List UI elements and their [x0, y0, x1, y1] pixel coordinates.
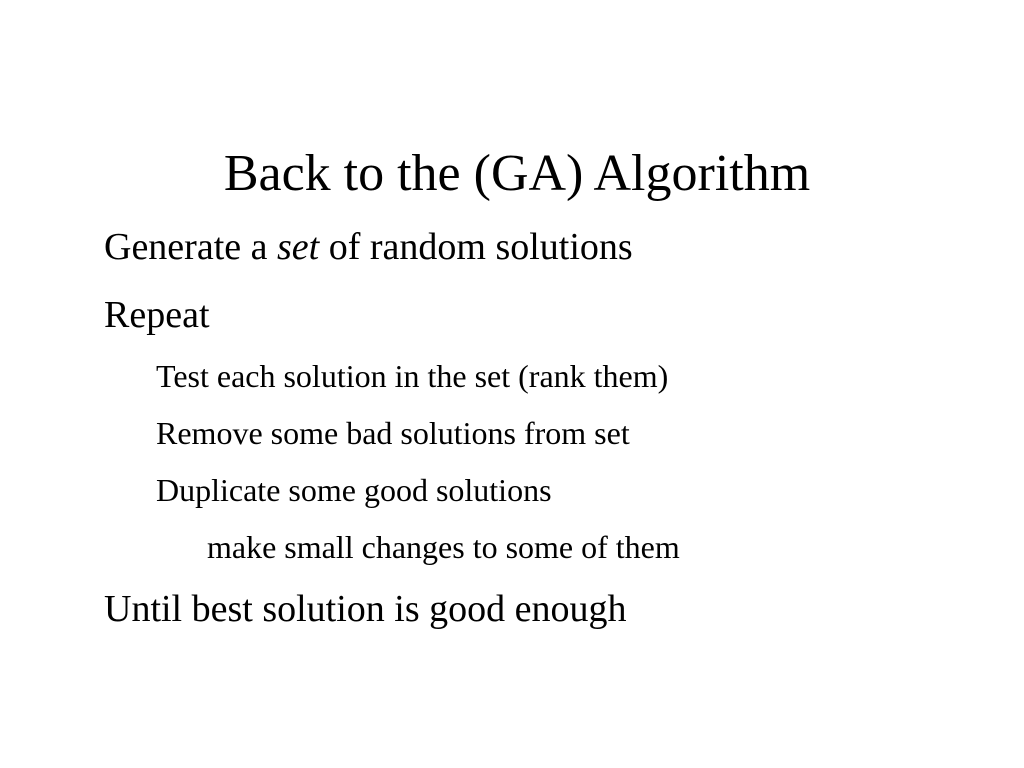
- bullet-test: Test each solution in the set (rank them): [156, 358, 669, 394]
- bullet-remove: Remove some bad solutions from set: [156, 415, 630, 451]
- bullet-small-changes: make small changes to some of them: [207, 529, 680, 565]
- slide-title: Back to the (GA) Algorithm: [223, 145, 811, 202]
- bullet-generate: [104, 223, 633, 271]
- bullet-until: Until best solution is good enough: [104, 588, 627, 630]
- bullet-repeat: Repeat: [104, 294, 210, 336]
- bullet-text: of random solutions: [319, 226, 633, 268]
- bullet-duplicate: Duplicate some good solutions: [156, 472, 552, 508]
- bullet-text: Generate a: [104, 226, 277, 268]
- emphasis-set: set: [277, 226, 320, 268]
